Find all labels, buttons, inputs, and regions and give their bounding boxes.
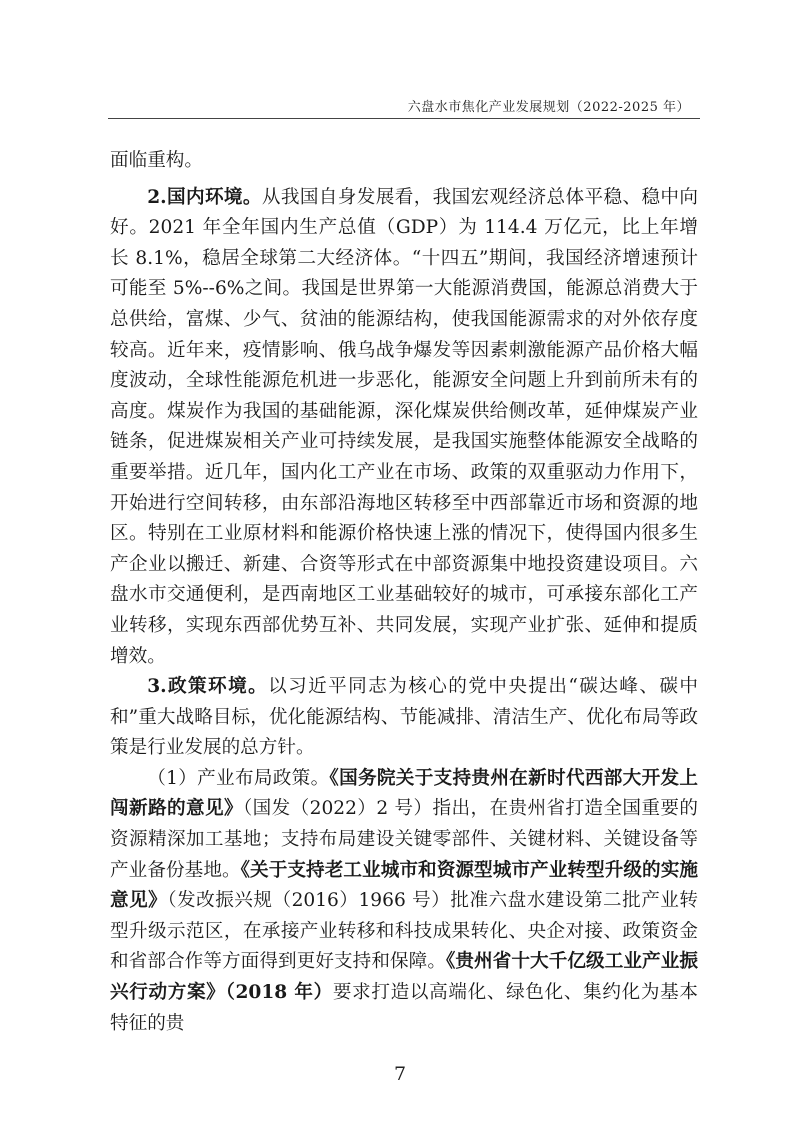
header-divider [108,118,700,119]
policy-document-title-3: 《贵州省十大千亿级工业产业振兴行动方案》（2018 年） [110,951,698,1004]
paragraph-policy-environment [110,672,698,764]
subsection-lead: （1）产业布局政策。 [147,767,330,789]
document-body [110,146,698,1039]
section-title-policy: 3.政策环境。 [147,676,269,698]
policy-text-2: （发改振兴规（2016）1966 号）批准六盘水建设第二批产业转型升级示范区，在承接产业转移和科技成果转化、央企对接、政策资金和省部合作等方面得到更好支持和保障。 [110,890,698,973]
running-header: 六盘水市焦化产业发展规划（2022-2025 年） [407,100,690,115]
paragraph-domestic-environment [110,183,698,673]
policy-document-title-2: 《关于支持老工业城市和资源型城市产业转型升级的实施意见》 [110,859,698,912]
section-text-policy: 以习近平同志为核心的党中央提出“碳达峰、碳中和”重大战略目标，优化能源结构、节能减排、清洁生产、优化布局等政策是行业发展的总方针。 [110,676,698,759]
section-text-domestic: 从我国自身发展看，我国宏观经济总体平稳、稳中向好。2021 年全年国内生产总值（GDP）为 114.4 万亿元，比上年增长 8.1%，稳居全球第二大经济体。“十四五”期间，我国经济增速预计可能至 5%--6%之间。我国是世界第一大能源消费国，能源总消费大于总供给，富煤、少气、贫油的能源结构，使我国能源需求的对外依存度较高。近年来，疫情影响、俄乌战争爆发等因素刺激能源产品价格大幅度波动，全球性能源危机进一步恶化，能源安全问题上升到前所未有的高度。煤炭作为我国的基础能源，深化煤炭供给侧改革，延伸煤炭产业链条，促进煤炭相关产业可持续发展，是我国实施整体能源安全战略的重要举措。近几年，国内化工产业在市场、政策的双重驱动力作用下，开始进行空间转移，由东部沿海地区转移至中西部靠近市场和资源的地区。特别在工业原材料和能源价格快速上涨的情况下，使得国内很多生产企业以搬迁、新建、合资等形式在中部资源集中地投资建设项目。六盘水市交通便利，是西南地区工业基础较好的城市，可承接东部化工产业转移，实现东西部优势互补、共同发展，实现产业扩张、延伸和提质增效。 [110,186,698,667]
section-title-domestic: 2.国内环境。 [147,186,262,208]
paragraph-layout-policy [110,764,698,1039]
policy-text-1: （国发（2022）2 号）指出，在贵州省打造全国重要的资源精深加工基地；支持布局建设关键零部件、关键材料、关键设备等产业备份基地。 [110,798,698,881]
policy-document-title-1: 《国务院关于支持贵州在新时代西部大开发上闯新路的意见》 [110,767,698,820]
policy-text-3: 要求打造以高端化、绿色化、集约化为基本特征的贵 [110,982,698,1034]
page-number: 7 [393,1063,407,1085]
paragraph-intro-tail: 面临重构。 [110,150,203,171]
